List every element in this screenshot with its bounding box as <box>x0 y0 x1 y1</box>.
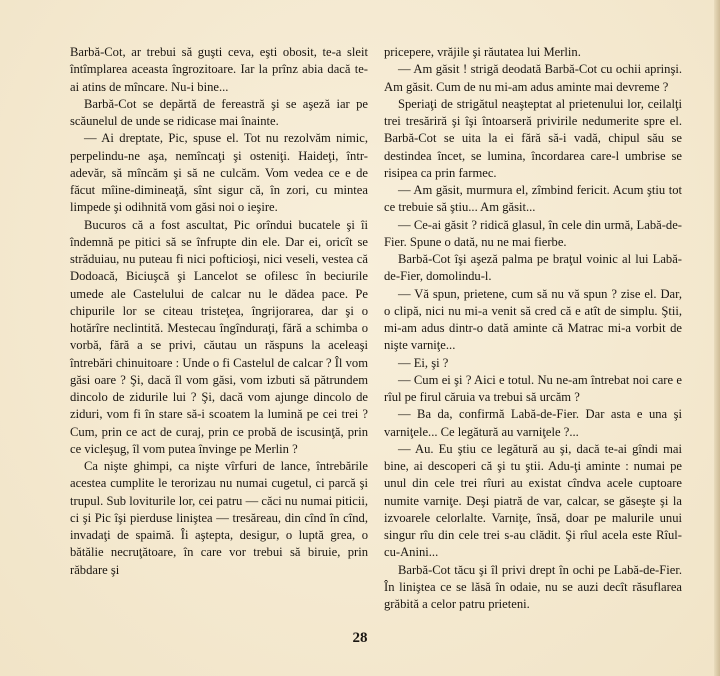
paragraph: — Ba da, confirmă Labă-de-Fier. Dar asta e una şi varniţele... Ce legătură au varniţele ?... <box>384 407 682 439</box>
left-column <box>70 44 368 579</box>
paragraph: Bucuros că a fost ascultat, Pic orîndui bucatele şi îi îndemnă pe pitici să se înfrupte din ele. Dar ei, oricît se străduiau, nu puteau fi nici pofticioşi, nici veseli, vestea că Dodoacă, Biciuşcă şi Lancelot se ofilesc în beciurile umede ale Castelului de calcar nu le dădea pace. Pe chipurile lor se citeau tristeţea, îngrijorarea, dar şi o hotărîre neclintită. Mestecau îngînduraţi, fără a schimba o vorbă, fără a se privi, căutau un răspuns la aceleaşi întrebări chinuitoare : Unde o fi Castelul de calcar ? Îl vom găsi oare ? Şi, dacă îl vom găsi, vom izbuti să pătrundem dincolo de zidurile lui ? Şi, dacă vom ajunge dincolo de ziduri, vom fi în stare să-i scoatem la lumină pe cei trei ? Cum, prin ce act de curaj, prin ce probă de iscusinţă, prin ce vicleşug, îl vom putea învinge pe Merlin ? <box>70 217 368 456</box>
paragraph: Barbă-Cot îşi aşeză palma pe braţul voinic al lui Labă-de-Fier, domolindu-l. <box>384 252 682 284</box>
paragraph: — Ce-ai găsit ? ridică glasul, în cele din urmă, Labă-de-Fier. Spune o dată, nu ne mai fierbe. <box>384 217 682 249</box>
paragraph: — Am găsit ! strigă deodată Barbă-Cot cu ochii aprinşi. Am găsit. Cum de nu mi-am adus aminte mai devreme ? <box>384 62 682 94</box>
paragraph: Ca nişte ghimpi, ca nişte vîrfuri de lance, întrebările acestea cumplite le terorizau nu numai cugetul, ci parcă şi trupul. Sub loviturile lor, cei patru — căci nu numai piticii, ci şi Pic îşi pierduse liniştea — tresăreau, din cînd în cînd, invadaţi de spaimă. Îi aştepta, desigur, o luptă grea, o bătălie necruţătoare, în care vor trebui să biruie, prin răbdare şi <box>70 459 368 577</box>
paragraph: Barbă-Cot tăcu şi îl privi drept în ochi pe Labă-de-Fier. În liniştea ce se lăsă în odaie, nu se auzi decît răsuflarea grăbită a celor patru prieteni. <box>384 562 682 611</box>
paragraph: Barbă-Cot, ar trebui să guşti ceva, eşti obosit, te-a sleit întîmplarea aceasta îngrozitoare. Iar la prînz abia dacă te-ai atins de mîncare. Nu-i bine... <box>70 45 368 94</box>
paragraph: — Ai dreptate, Pic, spuse el. Tot nu rezolvăm nimic, perpelindu-ne aşa, nemîncaţi şi osteniţi. Haideţi, într-adevăr, să mîncăm şi să ne culcăm. Vom vedea ce e de făcut mîine-dimineaţă, sînt sigur că, în zori, cu mintea limpede şi odihnită vom găsi noi o ieşire. <box>70 131 368 215</box>
paragraph: — Cum ei şi ? Aici e totul. Nu ne-am întrebat noi care e rîul pe firul căruia va trebui să urcăm ? <box>384 372 682 404</box>
paragraph: Barbă-Cot se depărtă de fereastră şi se aşeză iar pe scăunelul de unde se ridicase mai înainte. <box>70 96 368 128</box>
page-edge-shadow <box>714 0 720 676</box>
paragraph: — Am găsit, murmura el, zîmbind fericit. Acum ştiu tot ce trebuie să ştiu... Am găsit... <box>384 183 682 215</box>
paragraph: pricepere, vrăjile şi răutatea lui Merlin. <box>384 45 581 59</box>
paragraph: — Vă spun, prietene, cum să nu vă spun ? zise el. Dar, o clipă, nici nu mi-a venit să cred că e atît de simplu. Ştii, mi-am adus dintr-o dată aminte că Matrac mi-a vorbit de nişte varniţe... <box>384 286 682 353</box>
right-column <box>384 44 682 613</box>
page-number: 28 <box>352 630 368 646</box>
paragraph: — Ei, şi ? <box>398 355 449 370</box>
paragraph: — Au. Eu ştiu ce legătură au şi, dacă te-ai gîndi mai bine, ai descoperi că şi tu ştii. Adu-ţi aminte : numai pe unul din cele trei rîuri au existat cîndva acele cuptoare numite varniţe. Deşi piatră de var, calcar, se găseşte şi la izvoarele celorlalte. Varniţe, însă, doar pe malurile unui singur rîu din cele trei s-au clădit. Şi rîul acela este Rîul-cu-Anini... <box>384 441 682 560</box>
paragraph: Speriaţi de strigătul neaşteptat al prietenului lor, ceilalţi trei tresăriră şi îşi întoarseră privirile nedumerite spre el. Barbă-Cot se uita la ei fără să-i vadă, chipul său se destindea încet, se lumina, încordarea care-l umbrise se risipea ca prin farmec. <box>384 96 682 180</box>
